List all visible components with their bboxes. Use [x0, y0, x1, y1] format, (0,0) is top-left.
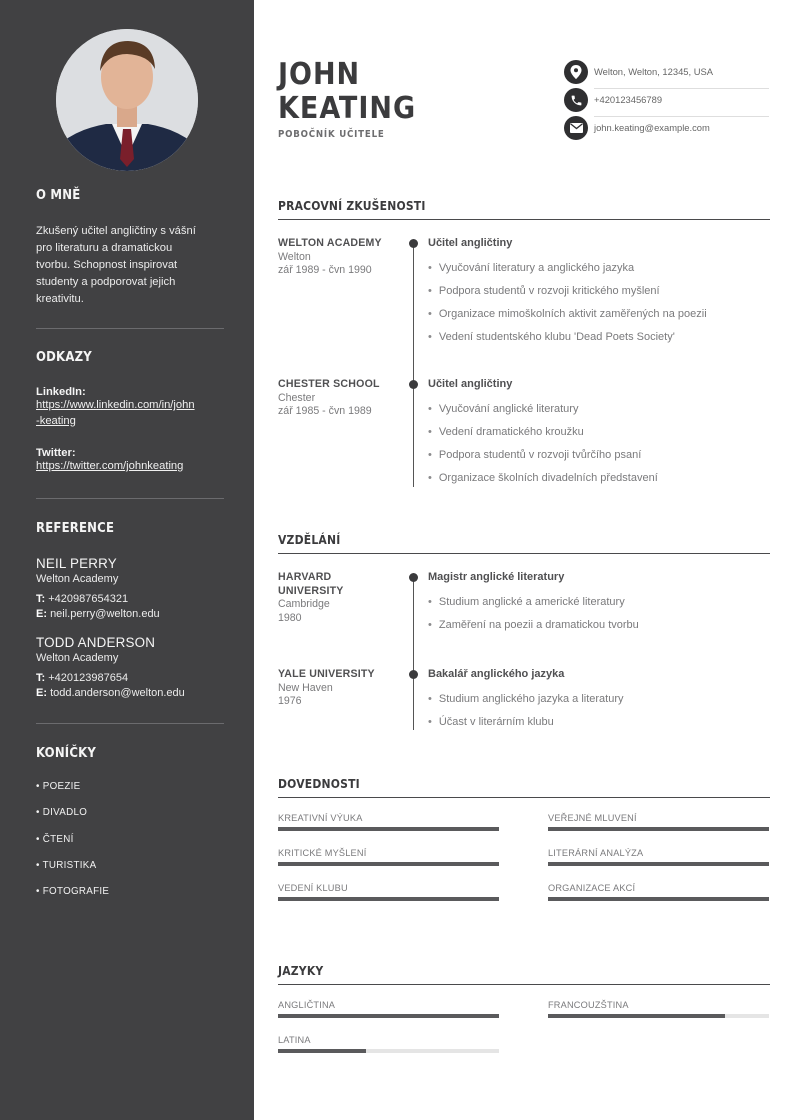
mail-icon: [564, 116, 588, 140]
references-title: REFERENCE: [36, 521, 115, 536]
contact-phone: [564, 88, 769, 112]
skill-label: ORGANIZACE AKCÍ: [548, 883, 636, 893]
timeline-dot: [409, 380, 418, 389]
skill-label: KREATIVNÍ VÝUKA: [278, 813, 363, 823]
about-title: O MNĚ: [36, 188, 81, 203]
about-line: studenty a podporovat jejich: [36, 276, 176, 288]
hobby-item: • TURISTIKA: [36, 860, 97, 871]
portrait-photo: [56, 29, 198, 171]
linkedin-link[interactable]: [36, 398, 224, 429]
education-org: [278, 668, 400, 709]
link-url-line[interactable]: -keating: [36, 414, 76, 427]
language-item: [278, 1000, 499, 1018]
skills-title: DOVEDNOSTI: [278, 777, 360, 791]
edu-bullet: • Studium anglické a americké literatury: [428, 596, 625, 608]
skill-bar-fill: [278, 862, 499, 866]
hobby-item: • POEZIE: [36, 781, 81, 792]
job-bullet: • Organizace školních divadelních představení: [428, 472, 658, 484]
reference-phone: [36, 671, 224, 687]
link-label: Twitter:: [36, 447, 76, 459]
reference-name: TODD ANDERSON: [36, 635, 156, 650]
skill-item: [548, 813, 769, 831]
about-line: Zkušený učitel angličtiny s vášní: [36, 225, 196, 237]
org-name: YALE UNIVERSITY: [278, 668, 375, 680]
skill-bar: [278, 862, 499, 866]
org-place: Cambridge: [278, 598, 330, 610]
language-item: [548, 1000, 769, 1018]
reference-org: Welton Academy: [36, 652, 119, 664]
timeline-line: [413, 577, 414, 730]
reference-item: [36, 635, 224, 702]
language-bar: [278, 1014, 499, 1018]
links-title: ODKAZY: [36, 350, 92, 365]
language-label: ANGLIČTINA: [278, 1000, 336, 1010]
languages-title: JAZYKY: [278, 964, 324, 978]
contact-address: [564, 60, 769, 84]
skill-bar-fill: [548, 862, 769, 866]
reference-item: [36, 556, 224, 623]
org-name: CHESTER SCHOOL: [278, 378, 380, 390]
language-bar: [278, 1049, 499, 1053]
phone-icon: [564, 88, 588, 112]
language-item: [278, 1035, 499, 1053]
edu-bullet: • Zaměření na poezii a dramatickou tvorbu: [428, 619, 639, 631]
job-bullet: • Vedení studentského klubu 'Dead Poets Society': [428, 331, 675, 343]
job-bullet: • Podpora studentů v rozvoji tvůrčího psaní: [428, 449, 641, 461]
skill-label: VEDENÍ KLUBU: [278, 883, 348, 893]
skill-item: [278, 813, 499, 831]
skill-bar-fill: [278, 827, 499, 831]
experience-org: [278, 237, 400, 278]
divider: [36, 723, 224, 724]
last-name: KEATING: [278, 91, 417, 126]
link-label: LinkedIn:: [36, 386, 86, 398]
about-line: kreativitu.: [36, 293, 84, 305]
link-linkedin: [36, 386, 224, 429]
skill-bar-fill: [548, 827, 769, 831]
reference-org: Welton Academy: [36, 573, 119, 585]
job-bullet: • Vyučování literatury a anglického jazyka: [428, 262, 634, 274]
phone-value: +420987654321: [48, 592, 129, 605]
reference-email: [36, 607, 224, 623]
section-divider: [278, 984, 770, 985]
org-place: Welton: [278, 250, 311, 263]
org-dates: zář 1985 - čvn 1989: [278, 405, 372, 417]
reference-phone: [36, 592, 224, 608]
hobbies-title: KONÍČKY: [36, 746, 97, 761]
skill-label: KRITICKÉ MYŠLENÍ: [278, 848, 367, 858]
skill-item: [548, 848, 769, 866]
phone-text: +420123456789: [594, 94, 663, 105]
divider: [36, 328, 224, 329]
divider: [36, 498, 224, 499]
language-bar-fill: [278, 1014, 499, 1018]
org-place: New Haven: [278, 681, 333, 694]
first-name: JOHN: [278, 57, 361, 92]
phone-label: T:: [36, 671, 46, 684]
about-line: tvorbu. Schopnost inspirovat: [36, 259, 178, 271]
reference-email: [36, 686, 224, 702]
email-label: E:: [36, 687, 47, 699]
address-text: Welton, Welton, 12345, USA: [594, 66, 713, 77]
org-year: 1976: [278, 695, 302, 707]
org-year: 1980: [278, 611, 302, 624]
skill-item: [278, 883, 499, 901]
link-url-line[interactable]: https://twitter.com/johnkeating: [36, 460, 184, 472]
timeline-dot: [409, 239, 418, 248]
job-bullet: • Organizace mimoškolních aktivit zaměřených na poezii: [428, 308, 707, 320]
skill-item: [278, 848, 499, 866]
timeline-dot: [409, 573, 418, 582]
experience-title: PRACOVNÍ ZKUŠENOSTI: [278, 199, 426, 213]
email-value: todd.anderson@welton.edu: [50, 687, 185, 699]
org-name: WELTON ACADEMY: [278, 237, 382, 249]
about-section: [36, 188, 224, 203]
skill-bar: [548, 862, 769, 866]
org-dates: zář 1989 - čvn 1990: [278, 264, 372, 276]
email-value: neil.perry@welton.edu: [50, 608, 160, 620]
language-bar: [548, 1014, 769, 1018]
skill-label: LITERÁRNÍ ANALÝZA: [548, 848, 644, 858]
email-text[interactable]: john.keating@example.com: [594, 122, 710, 133]
language-label: LATINA: [278, 1035, 311, 1045]
job-position: Učitel angličtiny: [428, 378, 513, 390]
skill-bar: [278, 827, 499, 831]
location-pin-icon: [564, 60, 588, 84]
edu-bullet: • Studium anglického jazyka a literatury: [428, 693, 624, 705]
skill-bar-fill: [548, 897, 769, 901]
hobby-item: • FOTOGRAFIE: [36, 886, 110, 897]
org-name: HARVARD: [278, 571, 332, 583]
timeline-line: [413, 243, 414, 487]
about-text: [36, 223, 224, 308]
contact-email: [564, 116, 769, 140]
language-label: FRANCOUZŠTINA: [548, 1000, 629, 1010]
job-bullet: • Vedení dramatického kroužku: [428, 426, 584, 438]
org-place: Chester: [278, 391, 316, 404]
skill-bar-fill: [278, 897, 499, 901]
email-label: E:: [36, 608, 47, 620]
degree-title: Magistr anglické literatury: [428, 571, 565, 583]
org-name: UNIVERSITY: [278, 584, 344, 597]
about-line: pro literaturu a dramatickou: [36, 242, 173, 254]
reference-name: NEIL PERRY: [36, 556, 117, 571]
phone-label: T:: [36, 592, 46, 605]
education-title: VZDĚLÁNÍ: [278, 533, 341, 547]
skill-bar: [548, 827, 769, 831]
job-position: Učitel angličtiny: [428, 237, 513, 249]
job-bullet: • Podpora studentů v rozvoji kritického myšlení: [428, 285, 660, 297]
skill-bar: [548, 897, 769, 901]
skill-bar: [278, 897, 499, 901]
job-role: POBOČNÍK UČITELE: [278, 129, 385, 140]
sidebar: [0, 0, 254, 1120]
experience-org: [278, 378, 400, 419]
job-bullet: • Vyučování anglické literatury: [428, 403, 578, 415]
twitter-link[interactable]: [36, 459, 224, 475]
avatar: [56, 29, 198, 171]
section-divider: [278, 797, 770, 798]
link-twitter: [36, 447, 224, 475]
skill-item: [548, 883, 769, 901]
language-bar-fill: [548, 1014, 725, 1018]
section-divider: [278, 553, 770, 554]
section-divider: [278, 219, 770, 220]
edu-bullet: • Účast v literárním klubu: [428, 716, 554, 728]
phone-value: +420123987654: [48, 671, 129, 684]
hobby-item: • DIVADLO: [36, 807, 88, 818]
language-bar-fill: [278, 1049, 366, 1053]
hobby-item: • ČTENÍ: [36, 834, 74, 845]
education-org: [278, 571, 400, 625]
degree-title: Bakalář anglického jazyka: [428, 668, 565, 680]
link-url-line[interactable]: https://www.linkedin.com/in/john: [36, 399, 195, 411]
skill-label: VEŘEJNÉ MLUVENÍ: [548, 813, 637, 823]
timeline-dot: [409, 670, 418, 679]
